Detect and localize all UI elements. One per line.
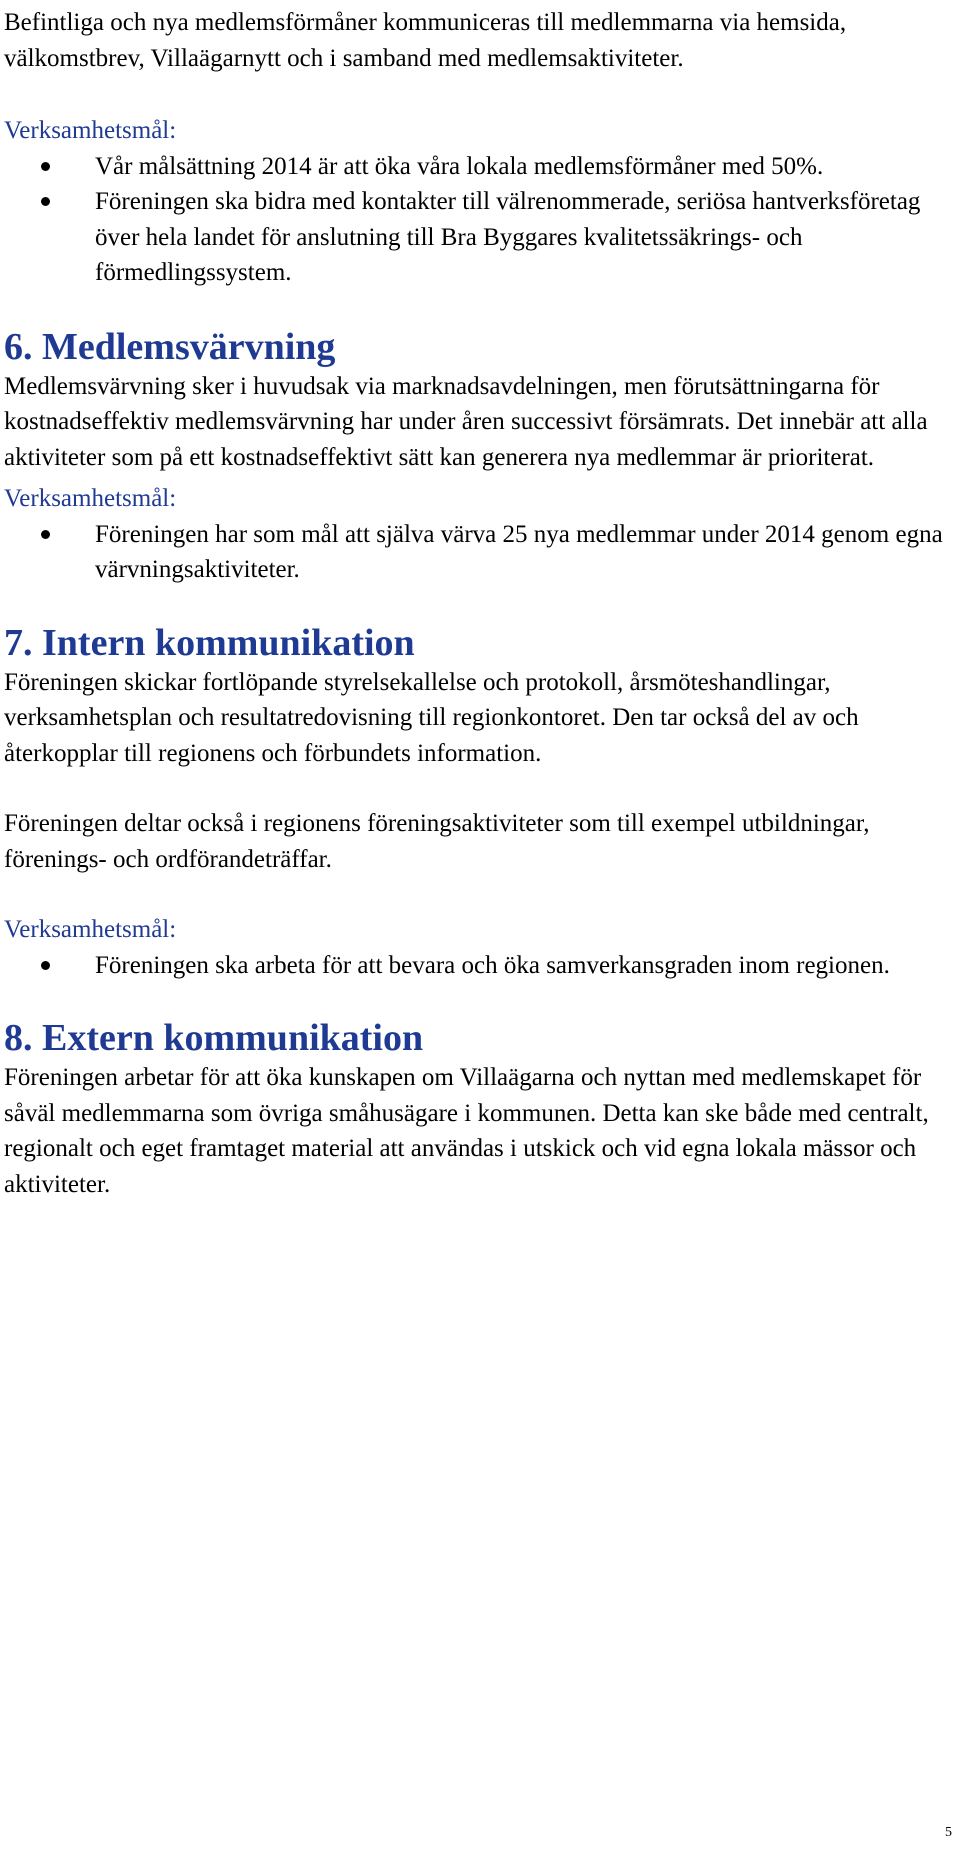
bullet-icon [41, 530, 50, 539]
bullet-icon [41, 961, 50, 970]
intro-paragraph: Befintliga och nya medlemsförmåner kommuniceras till medlemmarna via hemsida, välkomstbrev, Villaägarnytt och i samband med medlemsaktiviteter. [4, 9, 847, 72]
list-item [4, 184, 944, 291]
list-item-text: Föreningen har som mål att själva värva 25 nya medlemmar under 2014 genom egna värvningsaktiviteter. [95, 520, 943, 583]
goals-list [4, 517, 944, 588]
bullet-icon [41, 197, 50, 206]
document-content [4, 4, 944, 1202]
page-number: 5 [945, 1825, 952, 1840]
section-heading: 8. Extern kommunikation [4, 1017, 424, 1059]
section-paragraph: Medlemsvärvning sker i huvudsak via marknadsavdelningen, men förutsättningarna för kostnadseffektiv medlemsvärvning har under åren successivt försämrats. Det innebär att alla aktiviteter som på ett kostnadseffektivt sätt kan generera nya medlemmar är prioriterat. [4, 372, 928, 471]
section-heading: 6. Medlemsvärvning [4, 325, 336, 368]
list-item-text: Föreningen ska arbeta för att bevara och öka samverkansgraden inom regionen. [95, 951, 890, 979]
list-item [4, 517, 944, 588]
goals-heading: Verksamhetsmål: [4, 117, 177, 144]
list-item [4, 948, 944, 984]
goals-heading: Verksamhetsmål: [4, 916, 177, 943]
goals-list [4, 948, 944, 984]
list-item-text: Föreningen ska bidra med kontakter till välrenommerade, seriösa hantverksföretag över hela landet för anslutning till Bra Byggares kvalitetssäkrings- och förmedlingssystem. [95, 188, 921, 286]
list-item [4, 149, 944, 185]
section-paragraph: Föreningen skickar fortlöpande styrelsekallelse och protokoll, årsmöteshandlingar, verksamhetsplan och resultatredovisning till regionkontoret. Den tar också del av och återkopplar till regionens och förbundets information. [4, 668, 859, 767]
section-heading: 7. Intern kommunikation [4, 621, 415, 664]
bullet-icon [41, 162, 50, 171]
section-paragraph: Föreningen deltar också i regionens föreningsaktiviteter som till exempel utbildningar, förenings- och ordförandeträffar. [4, 810, 870, 873]
goals-list [4, 149, 944, 291]
goals-heading: Verksamhetsmål: [4, 485, 177, 512]
list-item-text: Vår målsättning 2014 är att öka våra lokala medlemsförmåner med 50%. [95, 152, 824, 180]
section-paragraph: Föreningen arbetar för att öka kunskapen om Villaägarna och nyttan med medlemskapet för såväl medlemmarna som övriga småhusägare i kommunen. Detta kan ske både med centralt, regionalt och eget framtaget material att användas i utskick och vid egna lokala mässor och aktiviteter. [4, 1064, 929, 1198]
